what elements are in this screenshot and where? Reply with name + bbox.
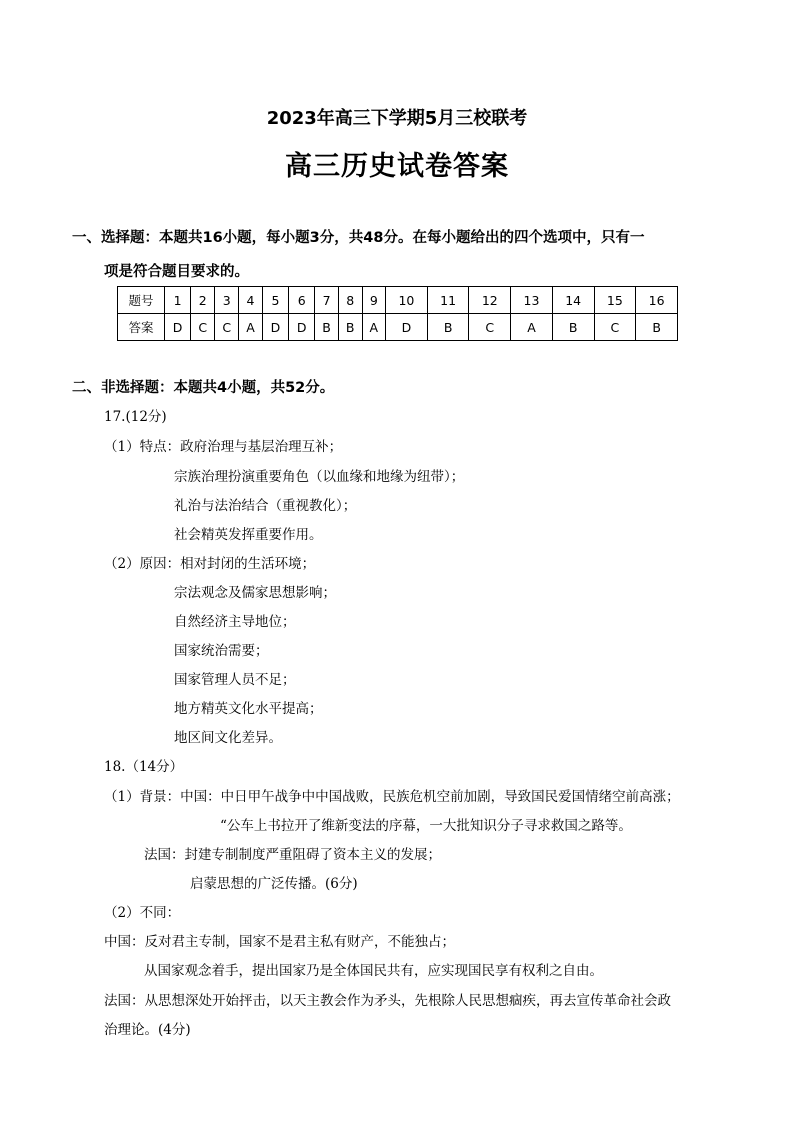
page-title: 高三历史试卷答案: [285, 151, 509, 182]
q17-part2-item: 地方精英文化水平提高；: [174, 701, 323, 717]
answer-cell: C: [469, 314, 511, 341]
q18-part2: （2）不同：: [104, 905, 181, 921]
answer-cell: C: [215, 314, 239, 341]
question-number-cell: 3: [215, 287, 239, 314]
q17-part2-item: 国家统治需要；: [174, 643, 269, 659]
answer-cell: B: [315, 314, 339, 341]
answer-table: [117, 286, 678, 341]
question-number-cell: 9: [362, 287, 386, 314]
answer-label: 答案: [118, 314, 165, 341]
question-number-cell: 8: [338, 287, 362, 314]
question-number-cell: 11: [427, 287, 469, 314]
question-number-cell: 5: [262, 287, 288, 314]
q18-part1-france-cont: 启蒙思想的广泛传播。(6分): [190, 876, 358, 892]
q17-part1: （1）特点：政府治理与基层治理互补；: [104, 439, 343, 455]
answer-cell: B: [338, 314, 362, 341]
section1-instruction-line1: 一、选择题：本题共16小题，每小题3分，共48分。在每小题给出的四个选项中，只有一: [72, 230, 645, 246]
question-number-cell: 15: [594, 287, 636, 314]
question-number-cell: 2: [191, 287, 215, 314]
question-number-cell: 10: [386, 287, 428, 314]
q18-part2-china-cont: 从国家观念着手，提出国家乃是全体国民共有，应实现国民享有权利之自由。: [144, 963, 603, 979]
question-number-cell: 16: [636, 287, 678, 314]
answer-cell: B: [427, 314, 469, 341]
q17-part2-item: 宗法观念及儒家思想影响；: [174, 585, 336, 601]
answer-cell: D: [386, 314, 428, 341]
q17-part2-item: 自然经济主导地位；: [174, 614, 296, 630]
q18-part1: （1）背景：中国：中日甲午战争中中国战败，民族危机空前加剧，导致国民爱国情绪空前高涨；: [104, 789, 680, 805]
question-number-cell: 7: [315, 287, 339, 314]
section1-instruction-line2: 项是符合题目要求的。: [104, 264, 249, 280]
answer-cell: B: [636, 314, 678, 341]
answer-table-number-row: [118, 287, 678, 314]
q17-part2: （2）原因：相对封闭的生活环境；: [104, 556, 316, 572]
q18-part2-france-cont: 治理论。(4分): [104, 1022, 191, 1038]
q18-part2-france: 法国：从思想深处开始抨击，以天主教会作为矛头，先根除人民思想痼疾，再去宣传革命社会政: [104, 993, 671, 1009]
answer-cell: D: [165, 314, 191, 341]
question-number-cell: 12: [469, 287, 511, 314]
q17-part1-item: 宗族治理扮演重要角色（以血缘和地缘为纽带）；: [174, 469, 465, 485]
answer-cell: B: [552, 314, 594, 341]
question-number-cell: 13: [511, 287, 553, 314]
q17-part1-item: 社会精英发挥重要作用。: [174, 527, 323, 543]
answer-cell: C: [594, 314, 636, 341]
answer-cell: D: [262, 314, 288, 341]
question-number-cell: 4: [239, 287, 263, 314]
section2-heading: 二、非选择题：本题共4小题，共52分。: [72, 380, 335, 396]
q17-part2-item: 国家管理人员不足；: [174, 672, 296, 688]
q18-title: 18.（14分）: [104, 759, 184, 775]
q18-part2-china: 中国：反对君主专制，国家不是君主私有财产，不能独占；: [104, 934, 455, 950]
question-number-cell: 6: [289, 287, 315, 314]
q18-part1-france: 法国：封建专制制度严重阻碍了资本主义的发展；: [144, 847, 441, 863]
q17-title: 17.(12分): [104, 409, 167, 425]
q17-part2-item: 地区间文化差异。: [174, 730, 282, 746]
question-number-label: 题号: [118, 287, 165, 314]
answer-cell: A: [239, 314, 263, 341]
question-number-cell: 1: [165, 287, 191, 314]
question-number-cell: 14: [552, 287, 594, 314]
answer-table-answer-row: [118, 314, 678, 341]
answer-cell: D: [289, 314, 315, 341]
q18-part1-cont: “公车上书拉开了维新变法的序幕，一大批知识分子寻求救国之路等。: [220, 818, 632, 834]
q17-part1-item: 礼治与法治结合（重视教化）；: [174, 498, 357, 514]
answer-cell: C: [191, 314, 215, 341]
answer-cell: A: [511, 314, 553, 341]
exam-subtitle: 2023年高三下学期5月三校联考: [266, 108, 528, 129]
answer-cell: A: [362, 314, 386, 341]
